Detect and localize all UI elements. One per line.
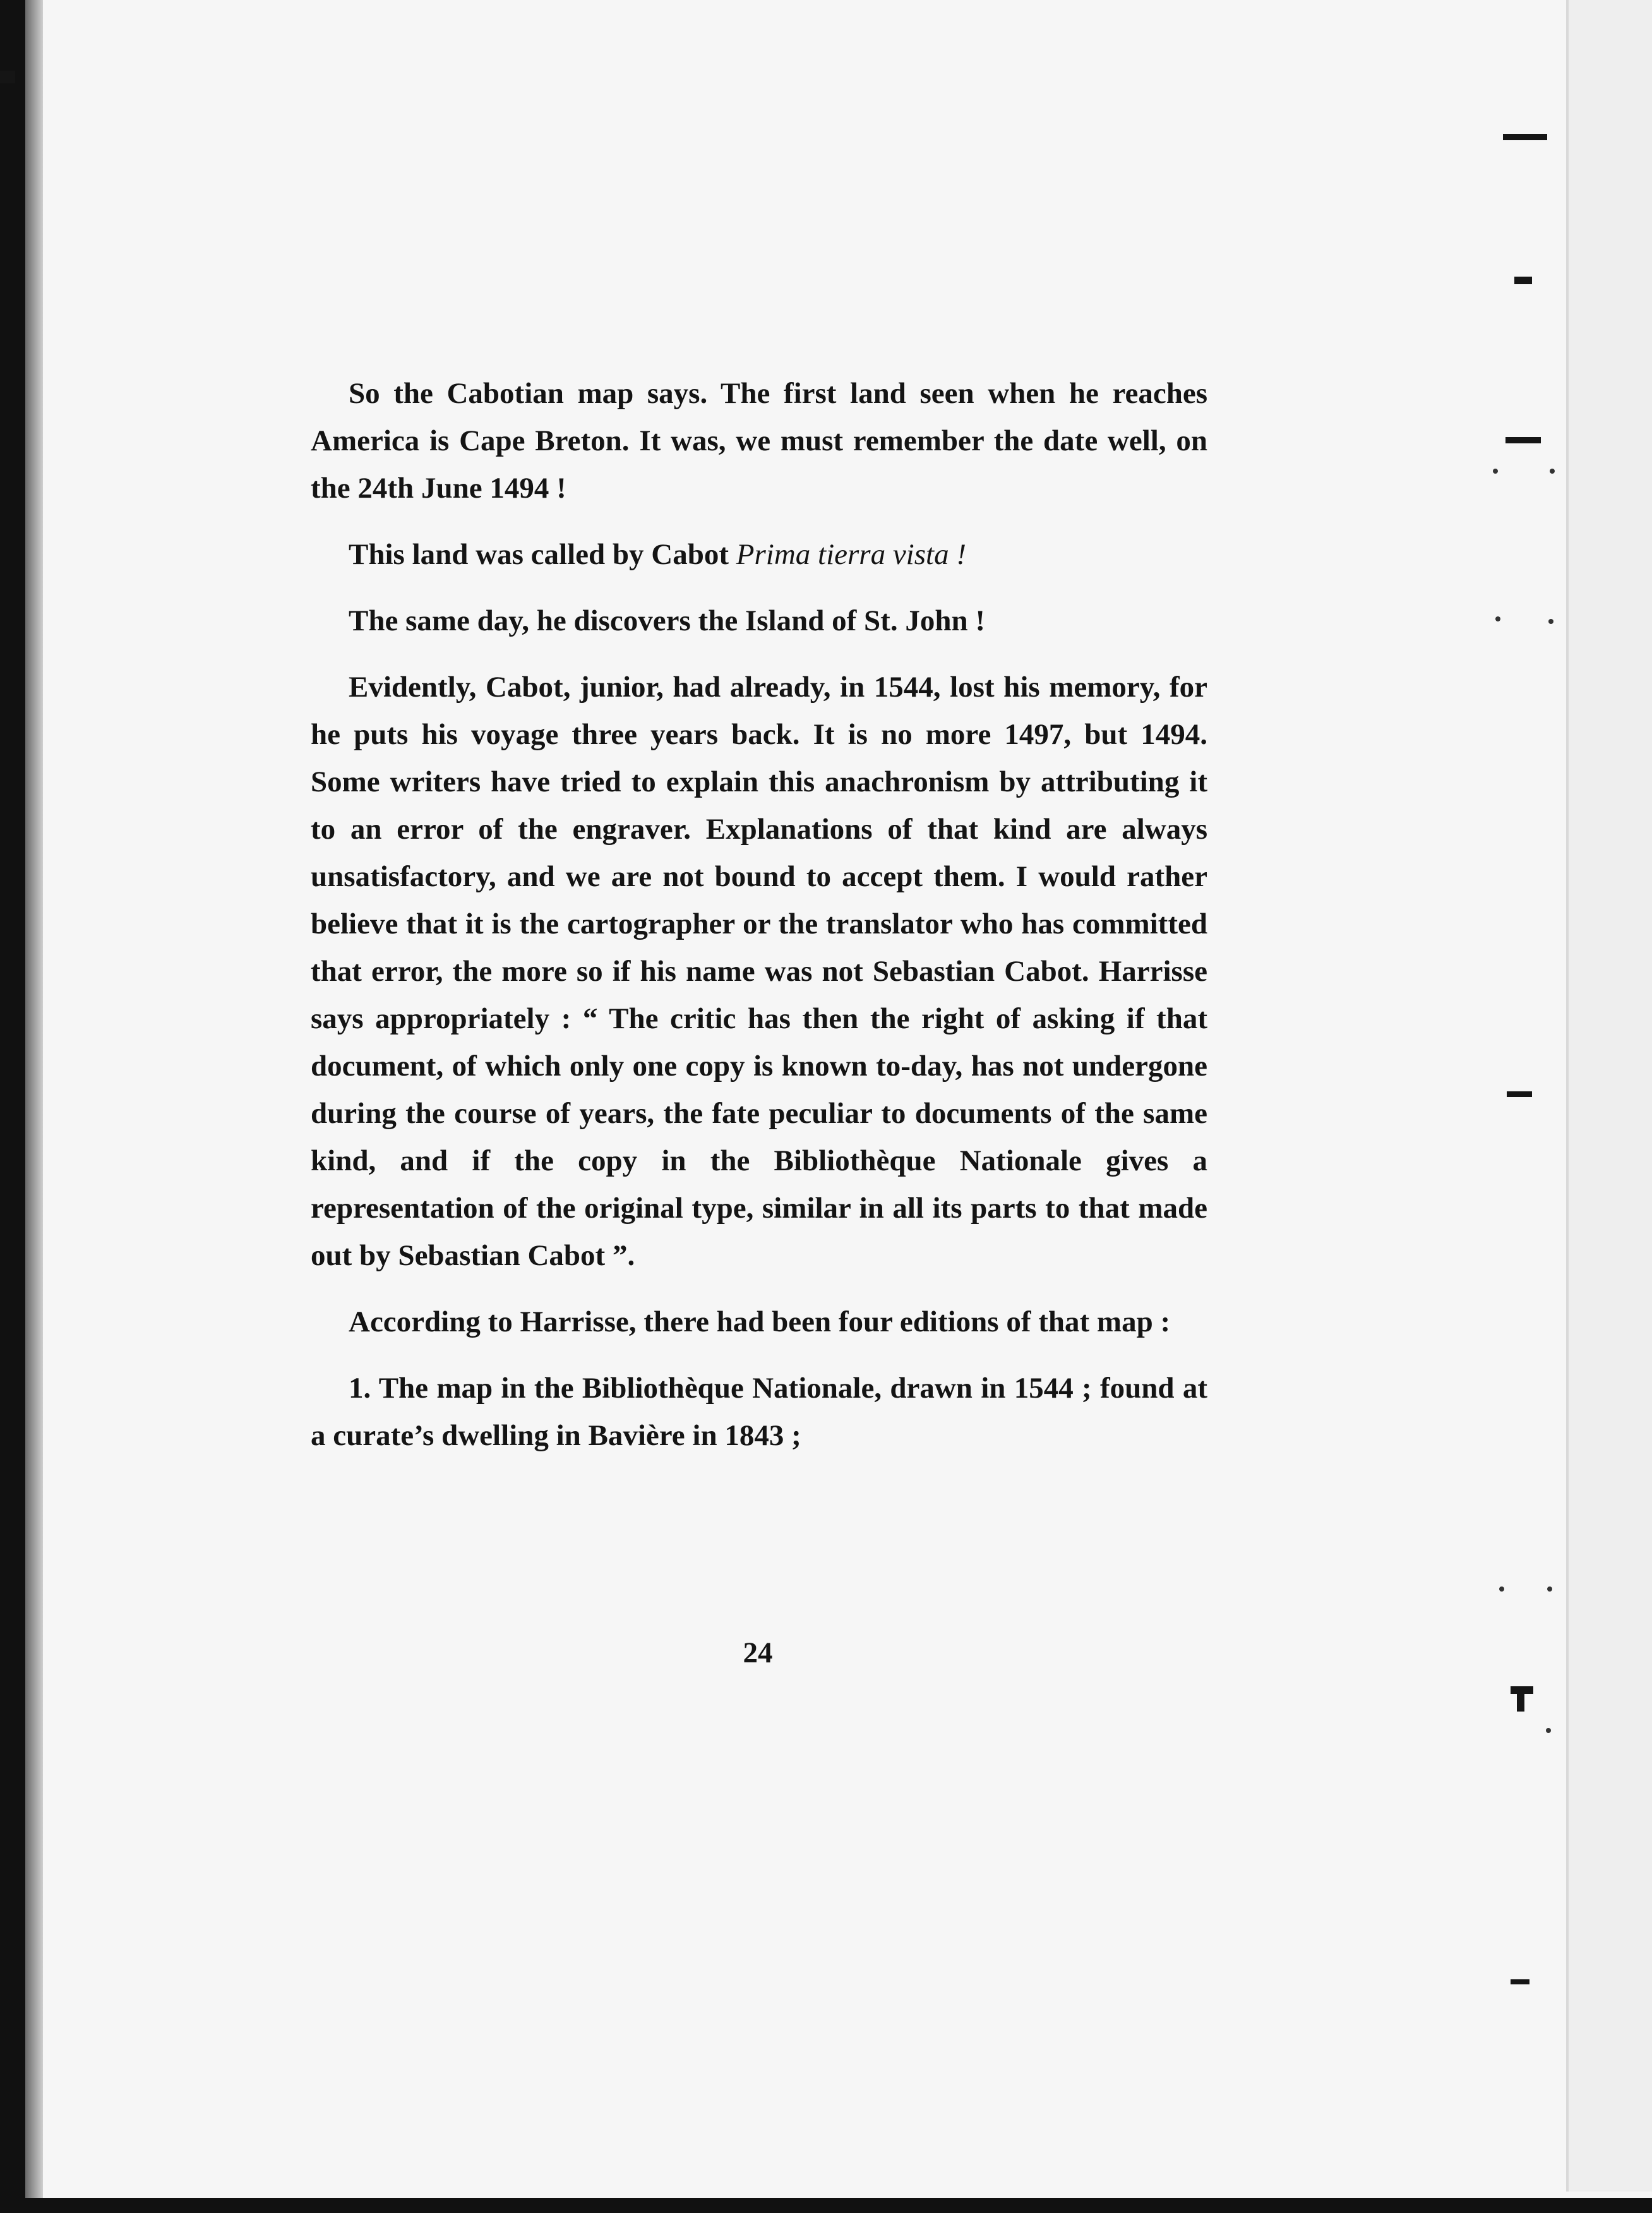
corner-mark — [0, 71, 15, 83]
italic-phrase: Prima tierra vista ! — [736, 538, 966, 571]
body-text — [311, 370, 1207, 1478]
paragraph: So the Cabotian map says. The first land seen when he reaches America is Cape Breton. It was, we must remember the date well, on the 24th June 1494 ! — [311, 377, 1207, 505]
margin-mark — [1507, 1091, 1532, 1097]
margin-mark — [1514, 277, 1532, 284]
margin-dot — [1548, 619, 1553, 624]
margin-mark — [1517, 1693, 1524, 1712]
paragraph: 1. The map in the Bibliothèque Nationale, drawn in 1544 ; found at a curate’s dwelling in Bavière in 1843 ; — [311, 1372, 1207, 1452]
margin-dot — [1546, 1728, 1551, 1733]
paragraph: According to Harrisse, there had been four editions of that map : — [349, 1305, 1171, 1338]
margin-dot — [1550, 469, 1555, 474]
margin-mark — [1511, 1979, 1529, 1984]
margin-dot — [1493, 469, 1498, 474]
margin-mark — [1505, 437, 1541, 443]
paragraph-text: This land was called by Cabot — [349, 538, 736, 571]
bottom-edge — [0, 2198, 1652, 2213]
binding-shadow — [25, 0, 43, 2213]
margin-dot — [1547, 1586, 1552, 1592]
binding-edge — [0, 0, 25, 2213]
margin-dot — [1499, 1586, 1504, 1592]
right-margin-strip — [1569, 0, 1652, 2192]
margin-mark — [1503, 134, 1547, 140]
right-margin-line — [1566, 0, 1569, 2192]
paragraph: The same day, he discovers the Island of St. John ! — [349, 604, 985, 637]
paragraph: Evidently, Cabot, junior, had already, in 1544, lost his memory, for he puts his voyage three years back. It is no more 1497, but 1494. Some writers have tried to explain this anachronism by attributing it to an error of the engraver. Explanations of that kind are always unsatisfactory, and we are not bound to accept them. I would rather believe that it is the cartographer or the translator who has committed that error, the more so if his name was not Sebastian Cabot. Harrisse says appropriately : “ The critic has then the right of asking if that document, of which only one copy is known to-day, has not undergone during the course of years, the fate peculiar to documents of the same kind, and if the copy in the Bibliothèque Nationale gives a representation of the original type, similar in all its parts to that made out by Sebastian Cabot ”. — [311, 671, 1207, 1272]
margin-dot — [1495, 616, 1500, 621]
page-number: 24 — [743, 1636, 773, 1669]
paragraph — [311, 531, 1207, 579]
